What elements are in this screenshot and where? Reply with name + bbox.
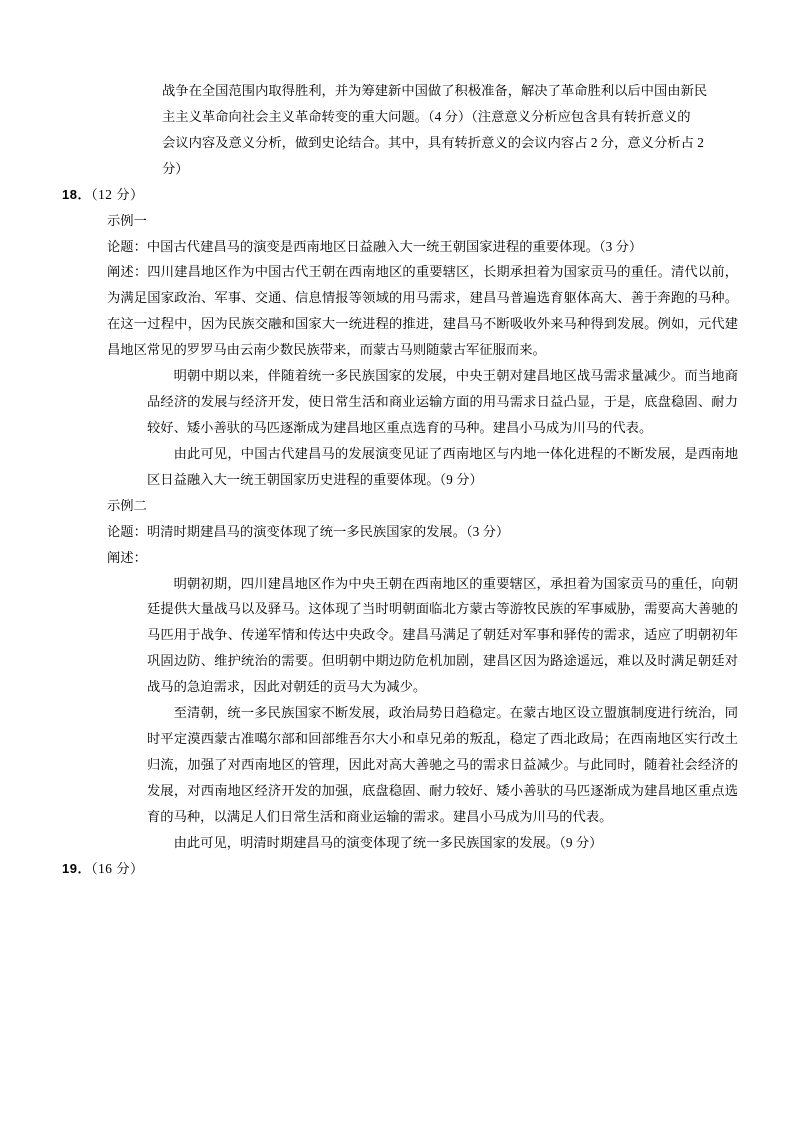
continuation-line-2: 主主义革命向社会主义革命转变的重大问题。（4 分）（注意意义分析应包含具有转折意义的 bbox=[162, 108, 691, 124]
thesis-one-label: 论题： bbox=[107, 238, 147, 254]
question-19-number: 19． bbox=[62, 860, 91, 876]
example-one-label: 示例一 bbox=[107, 212, 147, 228]
elaboration-one-paragraph-3: 由此可见，中国古代建昌马的发展演变见证了西南地区与内地一体化进程的不断发展，是西南地区日益融入大一统王朝国家历史进程的重要体现。（9 分） bbox=[147, 445, 738, 487]
elaboration-two-paragraph-2: 至清朝，统一多民族国家不断发展，政治局势日趋稳定。在蒙古地区设立盟旗制度进行统治，同时平定漠西蒙古准噶尔部和回部维吾尔大小和卓兄弟的叛乱，稳定了西北政局；在西南地区实行改土归流，加强了对西南地区的管理，因此对高大善驰之马的需求日益减少。与此同时，随着社会经济的发展，对西南地区经济开发的加强，底盘稳固、耐力较好、矮小善驮的马匹逐渐成为建昌地区重点选育的马种，以满足人们日常生活和商业运输的需求。建昌小马成为川马的代表。 bbox=[147, 705, 738, 824]
thesis-two bbox=[107, 519, 738, 545]
continuation-line-1: 战争在全国范围内取得胜利，并为筹建新中国做了积极准备，解决了革命胜利以后中国由新民 bbox=[162, 83, 708, 98]
document-body bbox=[62, 78, 738, 882]
thesis-one-text: 中国古代建昌马的演变是西南地区日益融入大一统王朝国家进程的重要体现。（3 分） bbox=[146, 238, 643, 254]
elaboration-one-label: 阐述： bbox=[107, 264, 148, 280]
continuation-line-4: 分） bbox=[162, 160, 189, 176]
elaboration-two-paragraph-3: 由此可见，明清时期建昌马的演变体现了统一多民族国家的发展。（9 分） bbox=[173, 834, 603, 850]
thesis-two-label: 论题： bbox=[107, 523, 147, 539]
thesis-one bbox=[107, 234, 738, 260]
elaboration-two-paragraph-1: 明朝初期，四川建昌地区作为中央王朝在西南地区的重要辖区，承担着为国家贡马的重任，向朝廷提供大量战马以及驿马。这体现了当时明朝面临北方蒙古等游牧民族的军事威胁，需要高大善驰的马匹用于战争、传递军情和传达中央政令。建昌马满足了朝廷对军事和驿传的需求，适应了明朝初年巩固边防、维护统治的需要。但明朝中期边防危机加剧，建昌区因为路途遥远，难以及时满足朝廷对战马的急迫需求，因此对朝廷的贡马大为减少。 bbox=[147, 575, 738, 695]
continuation-paragraph bbox=[162, 78, 738, 182]
elaboration-two-label: 阐述： bbox=[107, 549, 147, 565]
elaboration-one-paragraph-1: 四川建昌地区作为中国古代王朝在西南地区的重要辖区，长期承担着为国家贡马的重任。清代以前，为满足国家政治、军事、交通、信息情报等领域的用马需求，建昌马普遍选育躯体高大、善于奔跑的马种。在这一过程中，因为民族交融和国家大一统进程的推进，建昌马不断吸收外来马种得到发展。例如，元代建昌地区常见的罗罗马由云南少数民族带来，而蒙古马则随蒙古军征服而来。 bbox=[107, 264, 739, 358]
example-two-label: 示例二 bbox=[107, 497, 147, 513]
question-19-score: （16 分） bbox=[90, 860, 144, 876]
question-18-number: 18． bbox=[62, 186, 91, 202]
question-18-heading bbox=[62, 182, 738, 208]
question-18-score: （12 分） bbox=[90, 186, 144, 202]
elaboration-one-paragraph-2: 明朝中期以来，伴随着统一多民族国家的发展，中央王朝对建昌地区战马需求量减少。而当地商品经济的发展与经济开发，使日常生活和商业运输方面的用马需求日益凸显，于是，底盘稳固、耐力较好、矮小善驮的马匹逐渐成为建昌地区重点选育的马种。建昌小马成为川马的代表。 bbox=[147, 368, 738, 435]
continuation-line-3: 会议内容及意义分析，做到史论结合。其中，具有转折意义的会议内容占 2 分，意义分析占 2 bbox=[162, 134, 704, 150]
question-19-heading bbox=[62, 856, 738, 882]
elaboration-one-intro bbox=[107, 259, 738, 363]
thesis-two-text: 明清时期建昌马的演变体现了统一多民族国家的发展。（3 分） bbox=[146, 523, 510, 539]
